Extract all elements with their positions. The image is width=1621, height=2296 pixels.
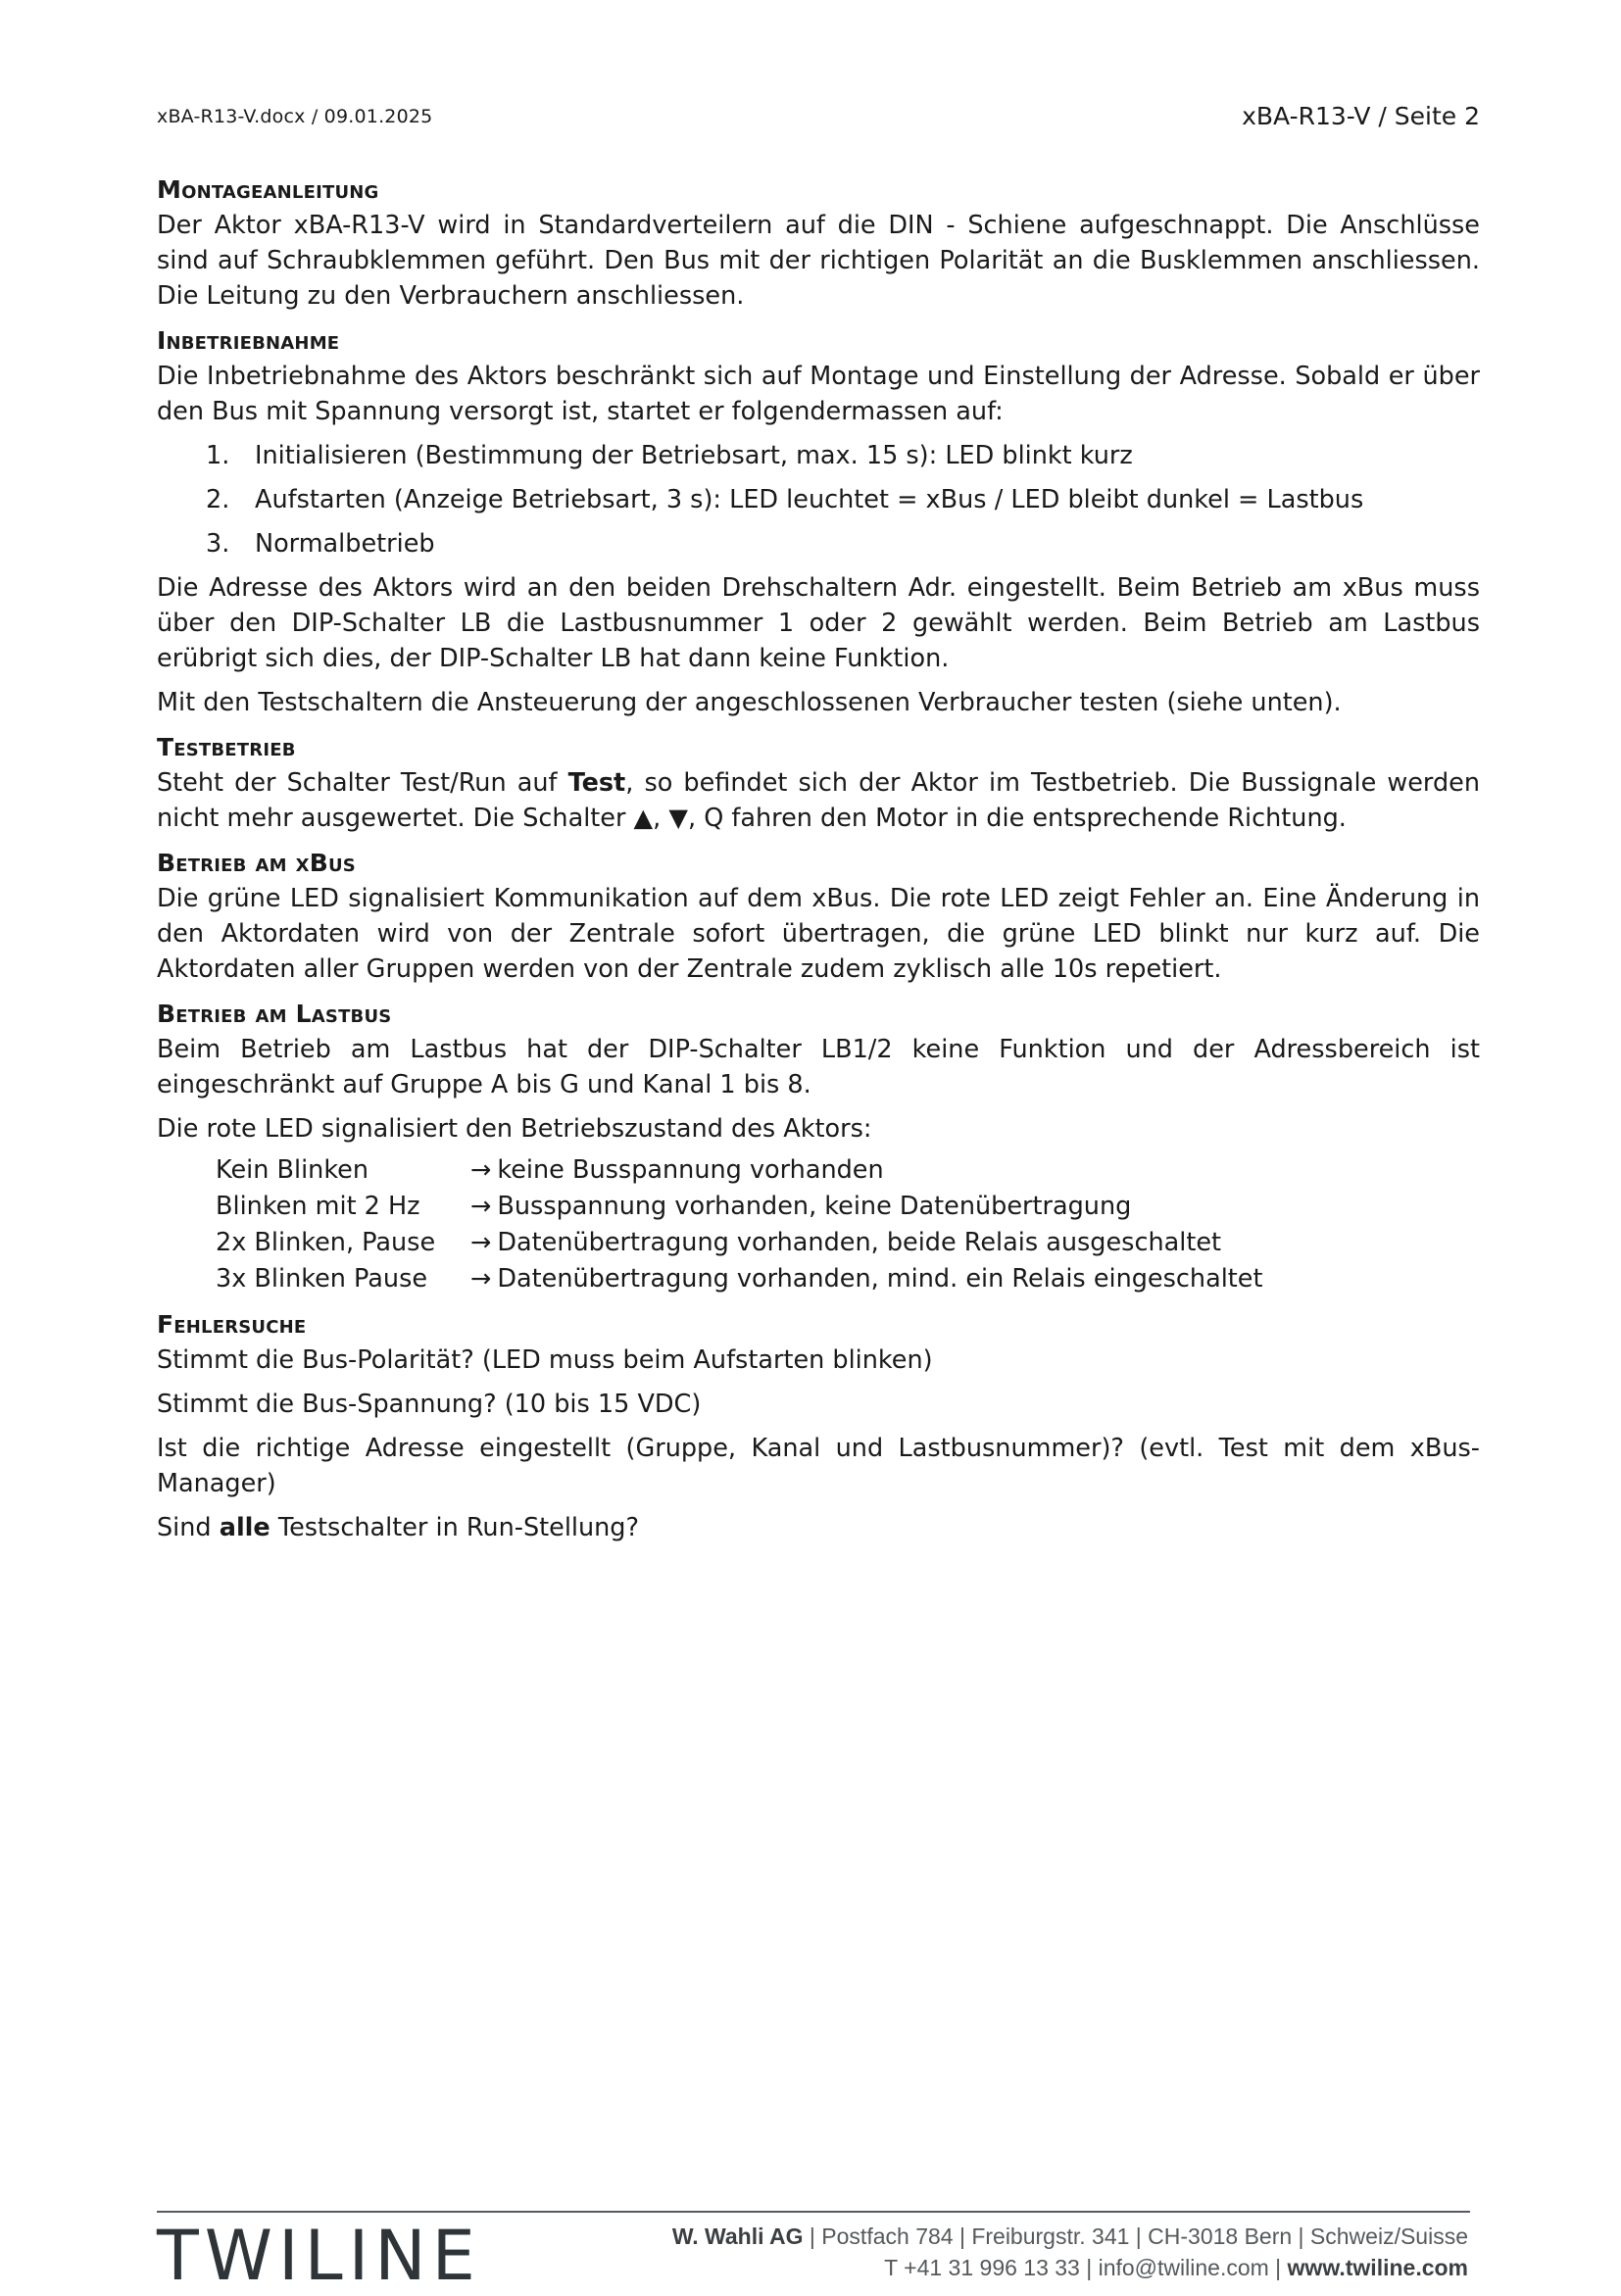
fehler-question-4 bbox=[157, 1510, 1480, 1545]
list-item-number: 1. bbox=[206, 441, 230, 470]
inbetrieb-paragraph-3: Mit den Testschaltern die Ansteuerung der angeschlossenen Verbraucher testen (siehe unten). bbox=[157, 688, 1342, 717]
bold-text: Test bbox=[567, 768, 626, 798]
section-title-xbus: Betrieb am xBus bbox=[157, 849, 356, 877]
testbetrieb-paragraph bbox=[157, 765, 1480, 836]
arrow-right-icon: → bbox=[470, 1155, 492, 1185]
table-row bbox=[216, 1261, 1480, 1297]
fehler-question-2: Stimmt die Bus-Spannung? (10 bis 15 VDC) bbox=[157, 1390, 702, 1419]
section-title-inbetriebnahme: Inbetriebnahme bbox=[157, 326, 340, 355]
startup-steps-list bbox=[157, 438, 1480, 562]
table-row bbox=[216, 1189, 1480, 1225]
arrow-right-icon: → bbox=[470, 1192, 492, 1221]
led-state: 2x Blinken, Pause bbox=[216, 1228, 436, 1257]
footer-company: W. Wahli AG bbox=[671, 2223, 804, 2249]
header-file-info: xBA-R13-V.docx / 09.01.2025 bbox=[157, 106, 433, 127]
list-item-text: Aufstarten (Anzeige Betriebsart, 3 s): LED leuchtet = xBus / LED bleibt dunkel = Lastbus bbox=[255, 485, 1364, 514]
list-item bbox=[157, 482, 1480, 517]
list-item-number: 3. bbox=[206, 529, 230, 559]
inbetrieb-paragraph-1: Die Inbetriebnahme des Aktors beschränkt sich auf Montage und Einstellung der Adresse. Sobald er über den Bus mit Spannung versorgt ist, startet er folgendermassen auf: bbox=[157, 362, 1480, 426]
led-meaning: Datenübertragung vorhanden, beide Relais ausgeschaltet bbox=[497, 1228, 1222, 1257]
footer-website: www.twiline.com bbox=[1287, 2255, 1468, 2280]
text-run: Sind bbox=[157, 1513, 220, 1542]
header-page-info: xBA-R13-V / Seite 2 bbox=[1242, 102, 1480, 130]
footer-phone-email: T +41 31 996 13 33 | info@twiline.com | bbox=[884, 2255, 1288, 2280]
footer-address: | Postfach 784 | Freiburgstr. 341 | CH-3018 Bern | Schweiz/Suisse bbox=[803, 2223, 1468, 2249]
arrow-right-icon: → bbox=[470, 1264, 492, 1294]
montage-paragraph: Der Aktor xBA-R13-V wird in Standardverteilern auf die DIN - Schiene aufgeschnappt. Die Anschlüsse sind auf Schraubklemmen geführt. Den Bus mit der richtigen Polarität an die Busklemmen anschliessen. Die Leitung zu den Verbrauchern anschliessen. bbox=[157, 211, 1480, 311]
footer-line-1 bbox=[672, 2221, 1468, 2252]
table-row bbox=[216, 1152, 1480, 1189]
text-run: Testschalter in Run-Stellung? bbox=[270, 1513, 640, 1542]
section-title-fehlersuche: Fehlersuche bbox=[157, 1310, 307, 1339]
led-meaning: keine Busspannung vorhanden bbox=[497, 1155, 884, 1185]
footer-divider bbox=[157, 2211, 1470, 2213]
footer-line-2 bbox=[672, 2252, 1468, 2283]
list-item-text: Initialisieren (Bestimmung der Betriebsart, max. 15 s): LED blinkt kurz bbox=[255, 441, 1133, 470]
list-item-text: Normalbetrieb bbox=[255, 529, 435, 559]
section-title-lastbus: Betrieb am Lastbus bbox=[157, 1000, 392, 1028]
xbus-paragraph: Die grüne LED signalisiert Kommunikation auf dem xBus. Die rote LED zeigt Fehler an. Eine Änderung in den Aktordaten wird von der Zentrale sofort übertragen, die grüne LED blinkt nur kurz auf. Die Aktordaten aller Gruppen werden von der Zentrale zudem zyklisch alle 10s repetiert. bbox=[157, 884, 1480, 984]
fehler-question-1: Stimmt die Bus-Polarität? (LED muss beim Aufstarten blinken) bbox=[157, 1345, 933, 1375]
bold-text: alle bbox=[219, 1513, 270, 1542]
arrow-right-icon: → bbox=[470, 1228, 492, 1257]
table-row bbox=[216, 1225, 1480, 1261]
fehler-question-3: Ist die richtige Adresse eingestellt (Gruppe, Kanal und Lastbusnummer)? (evtl. Test mit dem xBus-Manager) bbox=[157, 1434, 1480, 1498]
footer-contact bbox=[672, 2221, 1468, 2283]
text-run: Steht der Schalter Test/Run auf bbox=[157, 768, 568, 798]
led-status-table bbox=[216, 1152, 1480, 1297]
led-meaning: Datenübertragung vorhanden, mind. ein Relais eingeschaltet bbox=[497, 1264, 1263, 1294]
twiline-logo: TWILINE bbox=[157, 2216, 481, 2296]
led-state: Kein Blinken bbox=[216, 1155, 369, 1185]
list-item bbox=[157, 526, 1480, 562]
list-item-number: 2. bbox=[206, 485, 230, 514]
led-state: 3x Blinken Pause bbox=[216, 1264, 428, 1294]
led-state: Blinken mit 2 Hz bbox=[216, 1192, 420, 1221]
list-item bbox=[157, 438, 1480, 473]
inbetrieb-paragraph-2: Die Adresse des Aktors wird an den beiden Drehschaltern Adr. eingestellt. Beim Betrieb am xBus muss über den DIP-Schalter LB die Lastbusnummer 1 oder 2 gewählt werden. Beim Betrieb am Lastbus erübrigt sich dies, der DIP-Schalter LB hat dann keine Funktion. bbox=[157, 573, 1480, 673]
lastbus-paragraph-1: Beim Betrieb am Lastbus hat der DIP-Schalter LB1/2 keine Funktion und der Adressbereich ist eingeschränkt auf Gruppe A bis G und Kanal 1 bis 8. bbox=[157, 1035, 1480, 1099]
lastbus-paragraph-2: Die rote LED signalisiert den Betriebszustand des Aktors: bbox=[157, 1114, 872, 1144]
document-body bbox=[157, 172, 1480, 1554]
section-title-testbetrieb: Testbetrieb bbox=[157, 733, 296, 761]
section-title-montage: Montageanleitung bbox=[157, 175, 379, 204]
text-run: , so befindet sich der Aktor im Testbetrieb. Die Bussignale werden nicht mehr ausgewertet. Die Schalter ▲, ▼, Q fahren den Motor in die entsprechende Richtung. bbox=[157, 768, 1480, 833]
led-meaning: Busspannung vorhanden, keine Datenübertragung bbox=[497, 1192, 1132, 1221]
